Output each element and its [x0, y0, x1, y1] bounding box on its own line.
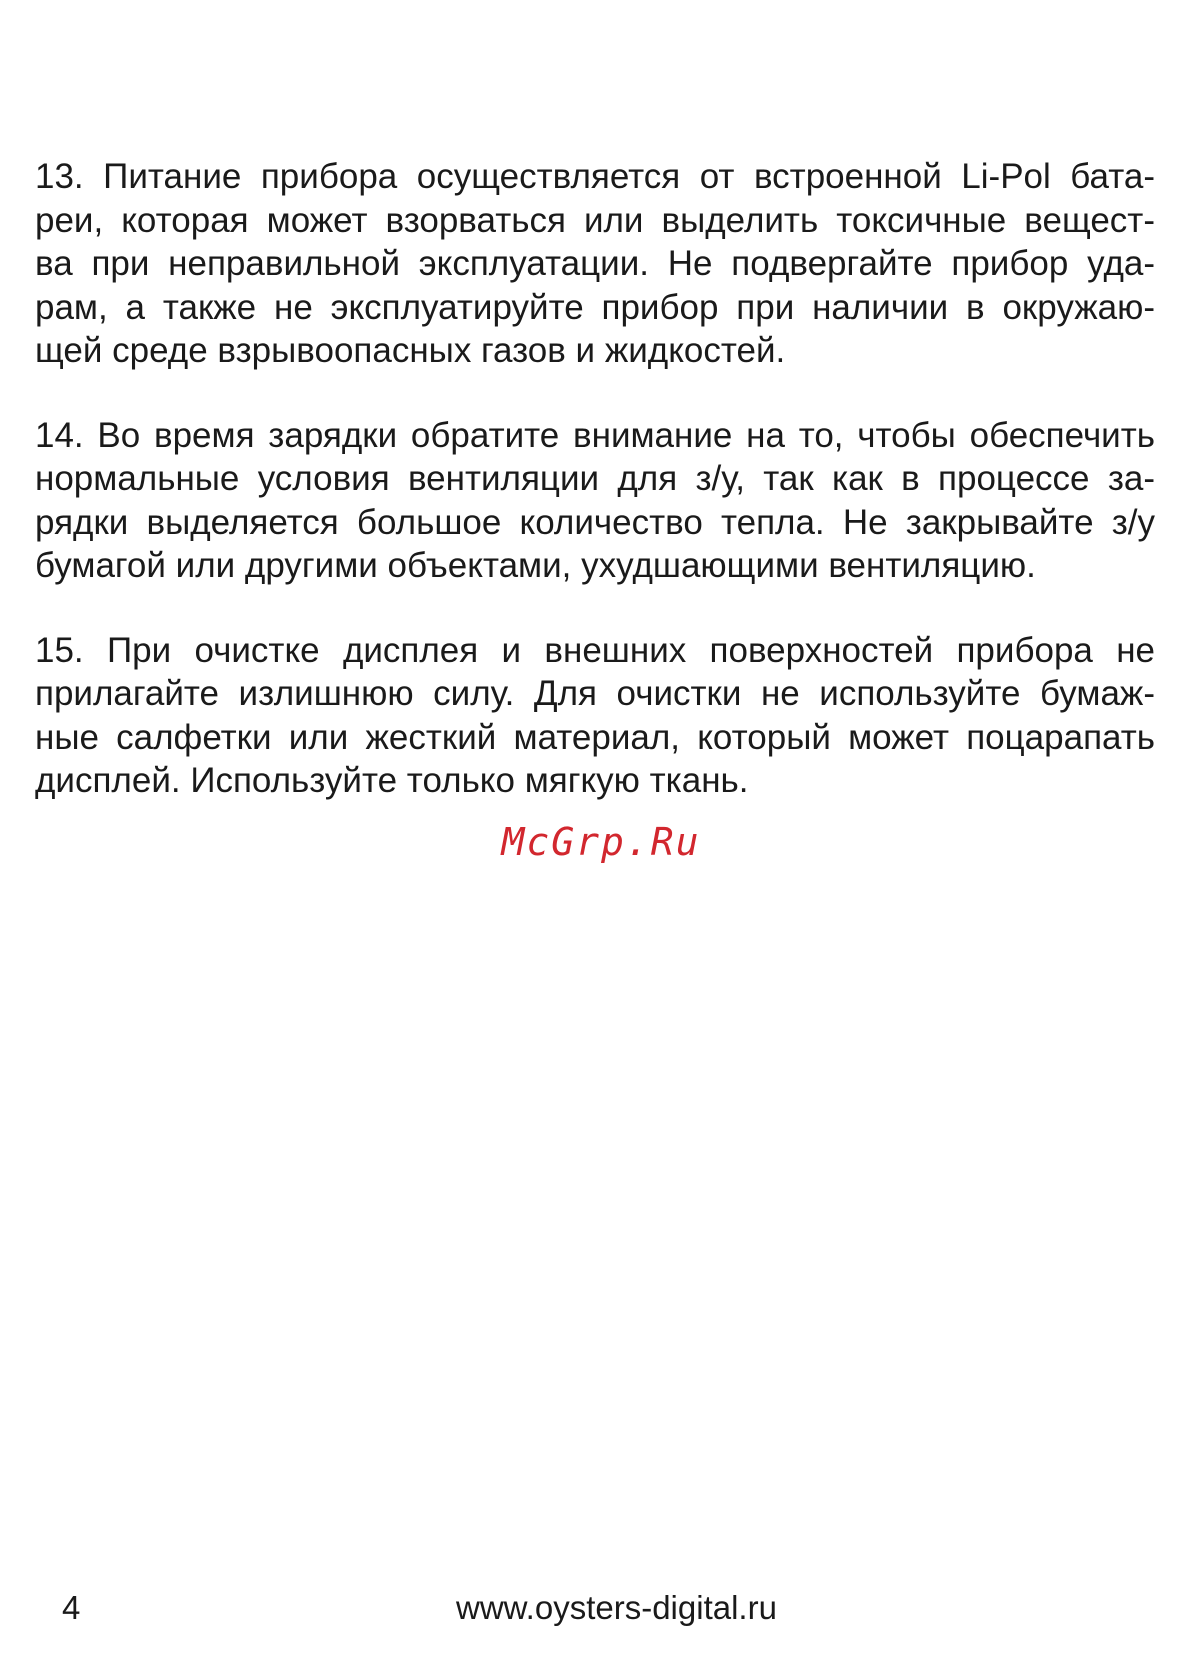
watermark: McGrp.Ru	[501, 820, 701, 864]
website-url: www.oysters-digital.ru	[456, 1589, 777, 1626]
text-line: 15. При очистке дисплея и внешних поверхностей прибора не	[35, 630, 1155, 670]
text-line: рам, а также не эксплуатируйте прибор при наличии в окружаю-	[35, 287, 1155, 327]
text-line: ва при неправильной эксплуатации. Не подвергайте прибор уда-	[35, 244, 1155, 283]
text-line: бумагой или другими объектами, ухудшающими вентиляцию.	[35, 546, 1036, 585]
text-line: дисплей. Используйте только мягкую ткань.	[35, 761, 749, 800]
paragraph-14	[35, 414, 1155, 588]
text-line: щей среде взрывоопасных газов и жидкостей.	[35, 331, 786, 370]
paragraph-15	[35, 629, 1155, 803]
text-line: нормальные условия вентиляции для з/у, так как в процессе за-	[35, 459, 1155, 498]
text-line: 13. Питание прибора осуществляется от встроенной Li-Pol бата-	[35, 157, 1155, 196]
text-line: рядки выделяется большое количество тепла. Не закрывайте з/у	[35, 502, 1155, 542]
page-number: 4	[62, 1589, 81, 1626]
paragraph-13	[35, 155, 1155, 373]
text-line: 14. Во время зарядки обратите внимание на то, чтобы обеспечить	[35, 415, 1155, 455]
text-line: ные салфетки или жесткий материал, который может поцарапать	[35, 717, 1155, 757]
text-line: прилагайте излишнюю силу. Для очистки не используйте бумаж-	[35, 674, 1155, 713]
document-body	[35, 155, 1155, 844]
text-line: реи, которая может взорваться или выделить токсичные вещест-	[35, 200, 1155, 240]
